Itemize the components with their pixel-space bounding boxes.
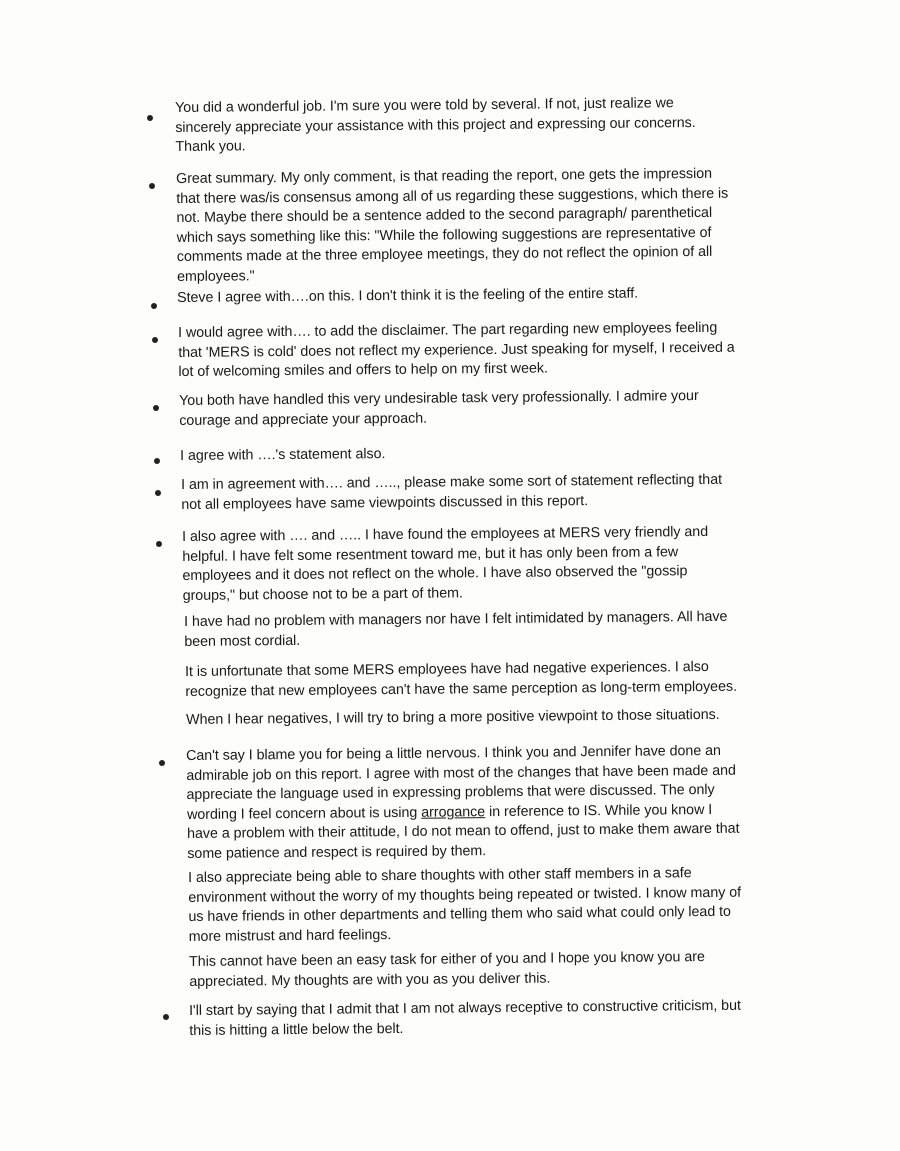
bullet-icon <box>163 1014 169 1020</box>
bullet-icon <box>155 490 161 496</box>
comment-paragraph: I would agree with…. to add the disclaimer. The part regarding new employees feeling that 'MERS is cold' does not reflect my experience. Just speaking for myself, I received a lot of welcoming smiles and offers to help on my first week. <box>178 319 735 381</box>
bullet-icon <box>147 115 153 121</box>
bullet-icon <box>159 760 165 766</box>
comment-paragraph: It is unfortunate that some MERS employees have had negative experiences. I also recognize that new employees can't have the same perception as long-term employees. <box>185 658 738 700</box>
comment-paragraph: I'll start by saying that I admit that I am not always receptive to constructive criticism, but this is hitting a little below the belt. <box>189 997 741 1039</box>
wording-line-after: in reference to IS. While you know I <box>485 801 713 821</box>
comment-paragraph: I am in agreement with…. and ….., please make some sort of statement reflecting that not all employees have same viewpoints discussed in this report. <box>181 471 723 513</box>
bullet-icon <box>149 183 155 189</box>
bullet-icon <box>151 303 157 309</box>
comment-paragraph: have a problem with their attitude, I do not mean to offend, just to make them aware that some patience and respect is required by them. <box>187 820 740 862</box>
wording-line-before: wording I feel concern about is using <box>187 804 422 823</box>
comment-paragraph: I also agree with …. and ….. I have found the employees at MERS very friendly and helpful. I have felt some resentment toward me, but it has only been from a few employees and it does not reflect on the whole. I have also observed the "gossip groups," but choose not to be a part of them. <box>182 523 709 604</box>
comment-paragraph: When I hear negatives, I will try to bring a more positive viewpoint to those situations. <box>186 706 720 728</box>
comment-paragraph: You both have handled this very undesirable task very professionally. I admire your courage and appreciate your approach. <box>179 388 699 429</box>
bullet-icon <box>154 458 160 464</box>
comment-paragraph: This cannot have been an easy task for either of you and I hope you know you are appreciated. My thoughts are with you as you deliver this. <box>189 949 705 990</box>
bullet-icon <box>156 541 162 547</box>
comment-paragraph: You did a wonderful job. I'm sure you were told by several. If not, just realize we sincerely appreciate your assistance with this project and expressing our concerns. Thank you. <box>175 95 696 156</box>
bullet-icon <box>152 337 158 343</box>
comment-paragraph: Steve I agree with….on this. I don't think it is the feeling of the entire staff. <box>177 285 639 306</box>
comment-paragraph: I agree with ….'s statement also. <box>180 446 386 464</box>
underlined-word: arrogance <box>421 804 486 821</box>
comment-paragraph: I have had no problem with managers nor have I felt intimidated by managers. All have been most cordial. <box>184 608 728 650</box>
comment-paragraph: Great summary. My only comment, is that reading the report, one gets the impression that there was/is consensus among all of us regarding these suggestions, which there is not. Maybe there should be a sentence added to the second paragraph/ parenthetical which says something like this: "While the following suggestions are representative of comments made at the three employee meetings, they do not reflect the opinion of all employees." <box>176 165 729 285</box>
comment-paragraph: Can't say I blame you for being a little nervous. I think you and Jennifer have done an admirable job on this report. I agree with most of the changes that have been made and appreciate the language used in expressing problems that were discussed. The only <box>186 742 736 804</box>
comment-paragraph: I also appreciate being able to share thoughts with other staff members in a safe environment without the worry of my thoughts being repeated or twisted. I know many of us have friends in other departments and telling them who said what could only lead to more mistrust and hard feelings. <box>188 865 742 945</box>
bullet-icon <box>153 405 159 411</box>
